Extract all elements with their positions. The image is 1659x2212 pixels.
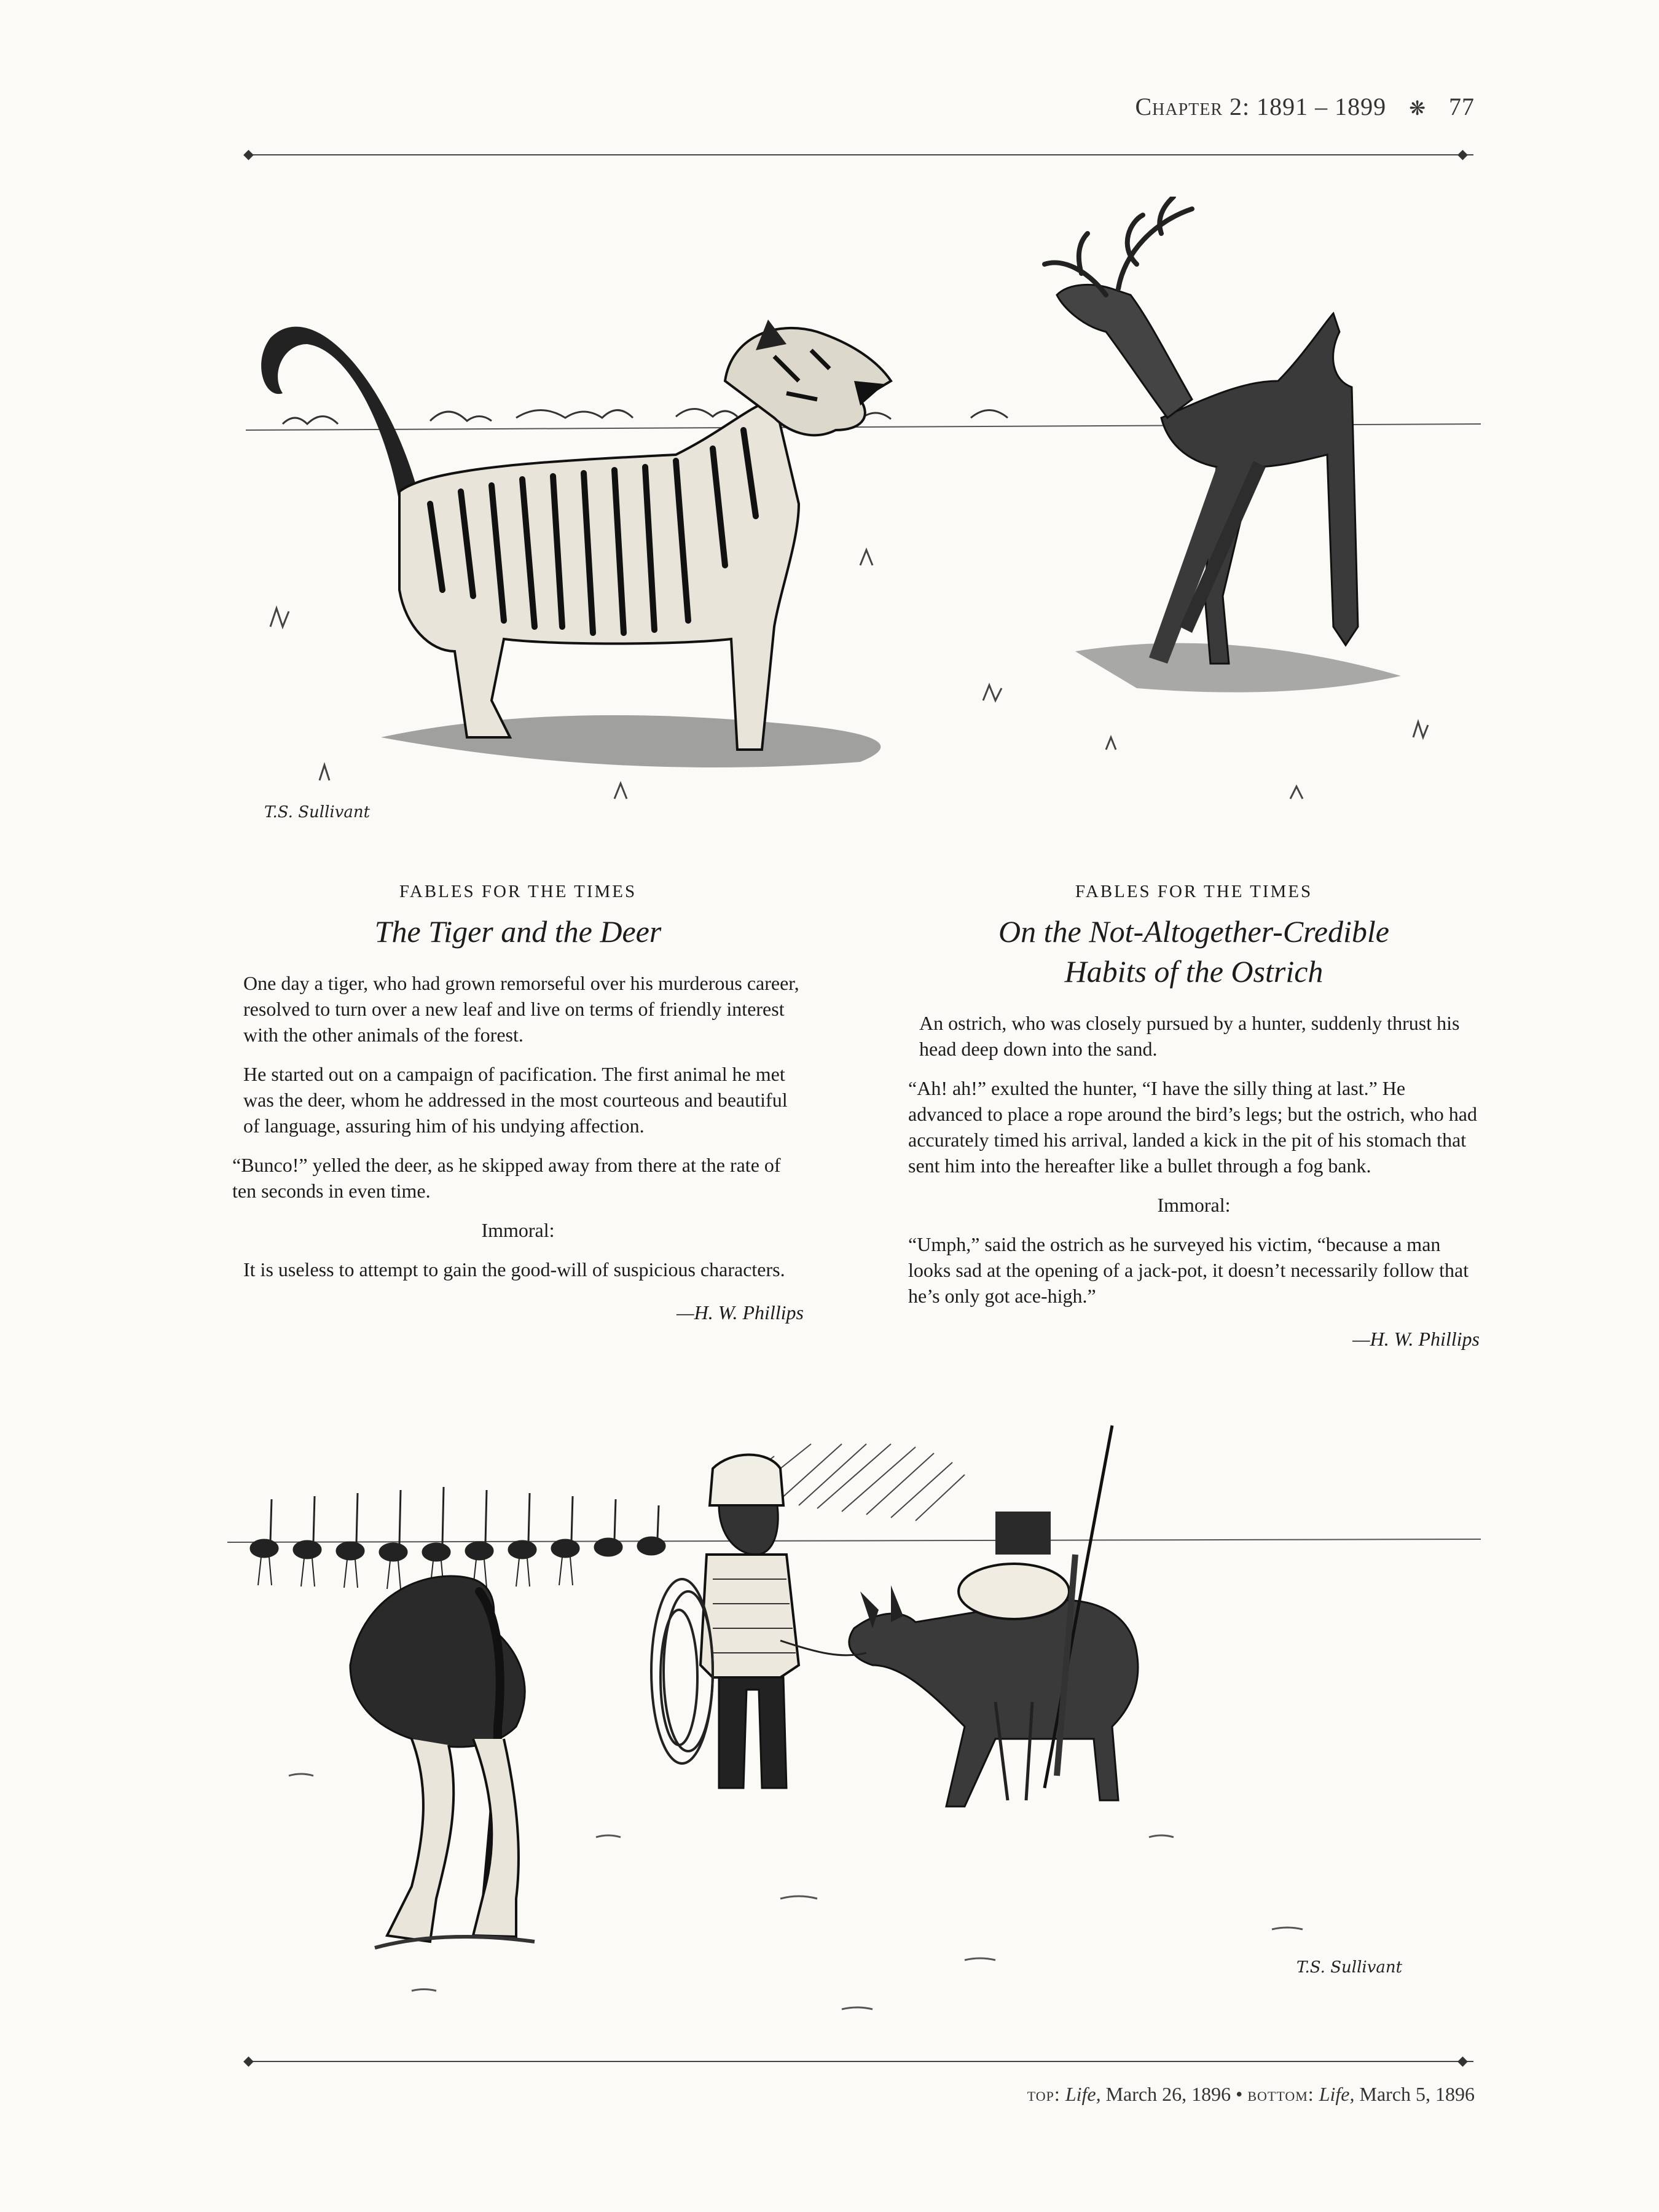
credit-top-label: top: — [1027, 2083, 1061, 2105]
ostrich-hunter-drawing — [227, 1407, 1481, 2034]
credit-top-date: March 26, 1896 — [1105, 2083, 1231, 2105]
fable-paragraph: An ostrich, who was closely pursued by a hunter, suddenly thrust his head deep down into the sand. — [919, 1012, 1460, 1060]
fable-author: —H. W. Phillips — [677, 1301, 804, 1324]
running-header — [246, 92, 1475, 121]
tiger-deer-illustration — [246, 197, 1481, 830]
moral-label: Immoral: — [481, 1219, 555, 1241]
fable-author: —H. W. Phillips — [1352, 1328, 1480, 1350]
credit-bottom-date: March 5, 1896 — [1359, 2083, 1475, 2105]
fable-paragraph: He started out on a campaign of pacification. The first animal he met was the deer, whom he addressed in the most courteous and beautiful of language, assuring him of his undying affection. — [243, 1063, 788, 1137]
rule-ornament-right-icon: ◆ — [1457, 2053, 1468, 2068]
artist-signature: T.S. Sullivant — [1296, 1958, 1403, 1977]
footer-rule — [246, 2061, 1473, 2062]
tiger-deer-drawing — [246, 197, 1481, 830]
credit-bullet: • — [1236, 2083, 1243, 2105]
fable-title: The Tiger and the Deer — [374, 914, 662, 949]
credit-top-publication: Life, — [1065, 2083, 1101, 2105]
page-number: 77 — [1449, 93, 1475, 120]
fable-paragraph: One day a tiger, who had grown remorseful over his murderous career, resolved to turn over a new leaf and live on terms of friendly interest with the other animals of the forest. — [243, 972, 799, 1046]
rule-ornament-right-icon: ◆ — [1457, 146, 1468, 162]
rule-ornament-left-icon: ◆ — [243, 2053, 254, 2068]
chapter-title: Chapter 2: 1891 – 1899 — [1135, 93, 1387, 120]
credit-bottom-label: bottom: — [1247, 2083, 1314, 2105]
fable-kicker: FABLES FOR THE TIMES — [399, 882, 637, 901]
moral-text: “Umph,” said the ostrich as he surveyed his victim, “because a man looks sad at the opening of a jack-pot, it doesn’t necessarily follow that he’s only got ace-high.” — [908, 1233, 1469, 1307]
ostrich-hunter-illustration — [227, 1407, 1481, 2034]
credit-bottom-publication: Life, — [1319, 2083, 1355, 2105]
fable-kicker: FABLES FOR THE TIMES — [1075, 882, 1313, 901]
fable-paragraph: “Bunco!” yelled the deer, as he skipped away from there at the rate of ten seconds in even time. — [232, 1154, 781, 1202]
fable-title-line: On the Not-Altogether-Credible — [998, 914, 1389, 949]
fable-tiger-deer — [232, 879, 804, 1325]
fable-title — [908, 912, 1480, 992]
fable-paragraph: “Ah! ah!” exulted the hunter, “I have the silly thing at last.” He advanced to place a rope around the bird’s legs; but the ostrich, who had accurately timed his arrival, landed a kick in the pit of his stomach that sent him into the hereafter like a bullet through a fog bank. — [908, 1077, 1477, 1177]
fable-title-line: Habits of the Ostrich — [1064, 954, 1324, 989]
ornament-icon: ❋ — [1409, 97, 1426, 119]
fable-ostrich — [908, 879, 1480, 1352]
moral-text: It is useless to attempt to gain the good-will of suspicious characters. — [243, 1258, 785, 1281]
moral-label: Immoral: — [1157, 1194, 1231, 1216]
rule-ornament-left-icon: ◆ — [243, 146, 254, 162]
header-rule — [246, 154, 1473, 155]
image-credit — [1027, 2083, 1475, 2106]
artist-signature: T.S. Sullivant — [264, 803, 371, 822]
